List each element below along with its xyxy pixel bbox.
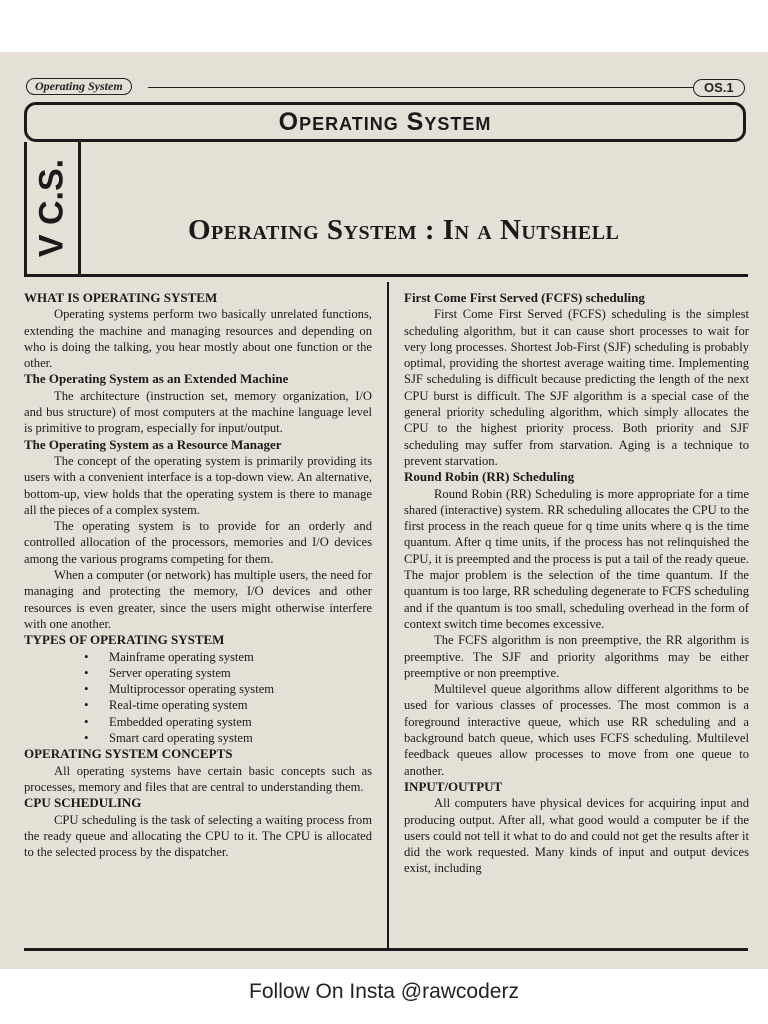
section-heading: OPERATING SYSTEM CONCEPTS	[24, 746, 233, 762]
list-item: • Smart card operating system	[84, 730, 372, 746]
list-item: • Real-time operating system	[84, 697, 372, 713]
side-label: V C.S.	[32, 158, 71, 258]
paragraph: When a computer (or network) has multiple users, the need for managing and protecting the memory, I/O devices and other resources is even greater, since the users might otherwise interfere with one another.	[24, 568, 372, 631]
footer-caption: Follow On Insta @rawcoderz	[249, 980, 519, 1003]
paragraph: All computers have physical devices for acquiring input and producing output. After all, what good would a computer be if the users could not tell it what to do and could not get the results after it did the work requested. Many kinds of input and output devices exist, including	[404, 796, 749, 876]
paragraph: The operating system is to provide for an orderly and controlled allocation of the processors, memories and I/O devices among the various programs competing for them.	[24, 519, 372, 566]
paragraph: CPU scheduling is the task of selecting a waiting process from the ready queue and allocating the CPU to it. The CPU is allocated to the selected process by the dispatcher.	[24, 812, 372, 860]
list-item: • Multiprocessor operating system	[84, 681, 372, 697]
section-heading: First Come First Served (FCFS) scheduling	[404, 290, 645, 305]
chapter-title: Operating System	[278, 108, 492, 136]
list-item: • Server operating system	[84, 665, 372, 681]
list-item: • Mainframe operating system	[84, 649, 372, 665]
right-column	[404, 290, 749, 877]
paragraph: First Come First Served (FCFS) scheduling is the simplest scheduling algorithm, but it can cause short processes to wait for very long processes. Shortest Job-First (SJF) scheduling is probably optimal, providing the shortest average waiting time. Implementing SJF scheduling is difficult because predicting the length of the next CPU burst is difficult. The SJF algorithm is a special case of the general priority scheduling algorithm, which simply allocates the CPU to the highest priority process. Both priority and SJF scheduling may suffer from starvation. Aging is a technique to prevent starvation.	[404, 307, 749, 468]
os-types-list	[24, 649, 372, 747]
left-column	[24, 290, 372, 860]
section-heading: CPU SCHEDULING	[24, 795, 142, 811]
book-label: Operating System	[26, 78, 132, 95]
column-divider	[387, 282, 389, 948]
header-rule	[148, 87, 693, 88]
paragraph: All operating systems have certain basic concepts such as processes, memory and files that are central to understanding them.	[24, 763, 372, 794]
title-band-rule	[24, 274, 748, 277]
paragraph: Round Robin (RR) Scheduling is more appropriate for a time shared (interactive) system. RR scheduling allocates the CPU to the first process in the reach queue for q time units where q is the time quantum. After q time units, if the process has not relinquished the CPU, it is preempted and the process is put a tail of the ready queue. The major problem is the selection of the time quantum. If the quantum is too large, RR scheduling degenerate to FCFS scheduling and if the quantum is too small, scheduling overhead in the form of context switch time becomes excessive.	[404, 486, 749, 631]
paragraph: The architecture (instruction set, memory organization, I/O and bus structure) of most computers at the machine language level is primitive to program, especially for input/output.	[24, 388, 372, 436]
paragraph: Operating systems perform two basically unrelated functions, extending the machine and managing resources and depending on who is doing the talking, you hear mostly about one function or the other.	[24, 307, 372, 371]
paragraph: The FCFS algorithm is non preemptive, the RR algorithm is preemptive. The SJF and priority algorithms may be either preemptive or non preemptive.	[404, 633, 749, 680]
section-heading: TYPES OF OPERATING SYSTEM	[24, 632, 225, 648]
section-heading: The Operating System as a Resource Manager	[24, 436, 282, 452]
list-item: • Embedded operating system	[84, 714, 372, 730]
page-code: OS.1	[693, 79, 745, 97]
chapter-title-box	[24, 102, 746, 142]
section-heading: WHAT IS OPERATING SYSTEM	[24, 290, 218, 305]
paragraph: Multilevel queue algorithms allow different algorithms to be used for various classes of processes. The most common is a foreground interactive queue, which use RR scheduling and a background batch queue, which uses FCFS scheduling. Multilevel feedback queues allow processes to move from one queue to another.	[404, 682, 749, 778]
bottom-rule	[24, 948, 748, 951]
section-heading: INPUT/OUTPUT	[404, 778, 503, 794]
section-heading: Round Robin (RR) Scheduling	[404, 469, 575, 485]
section-heading: The Operating System as an Extended Machine	[24, 371, 289, 387]
paragraph: The concept of the operating system is primarily providing its users with a convenient interface is a top-down view. An alternative, bottom-up, view holds that the operating system is there to manage all the pieces of a complex system.	[24, 453, 372, 517]
subtitle: Operating System : In a Nutshell	[188, 214, 620, 246]
top-margin	[0, 0, 768, 52]
side-label-divider	[78, 142, 81, 276]
title-band-left-border	[24, 142, 27, 276]
